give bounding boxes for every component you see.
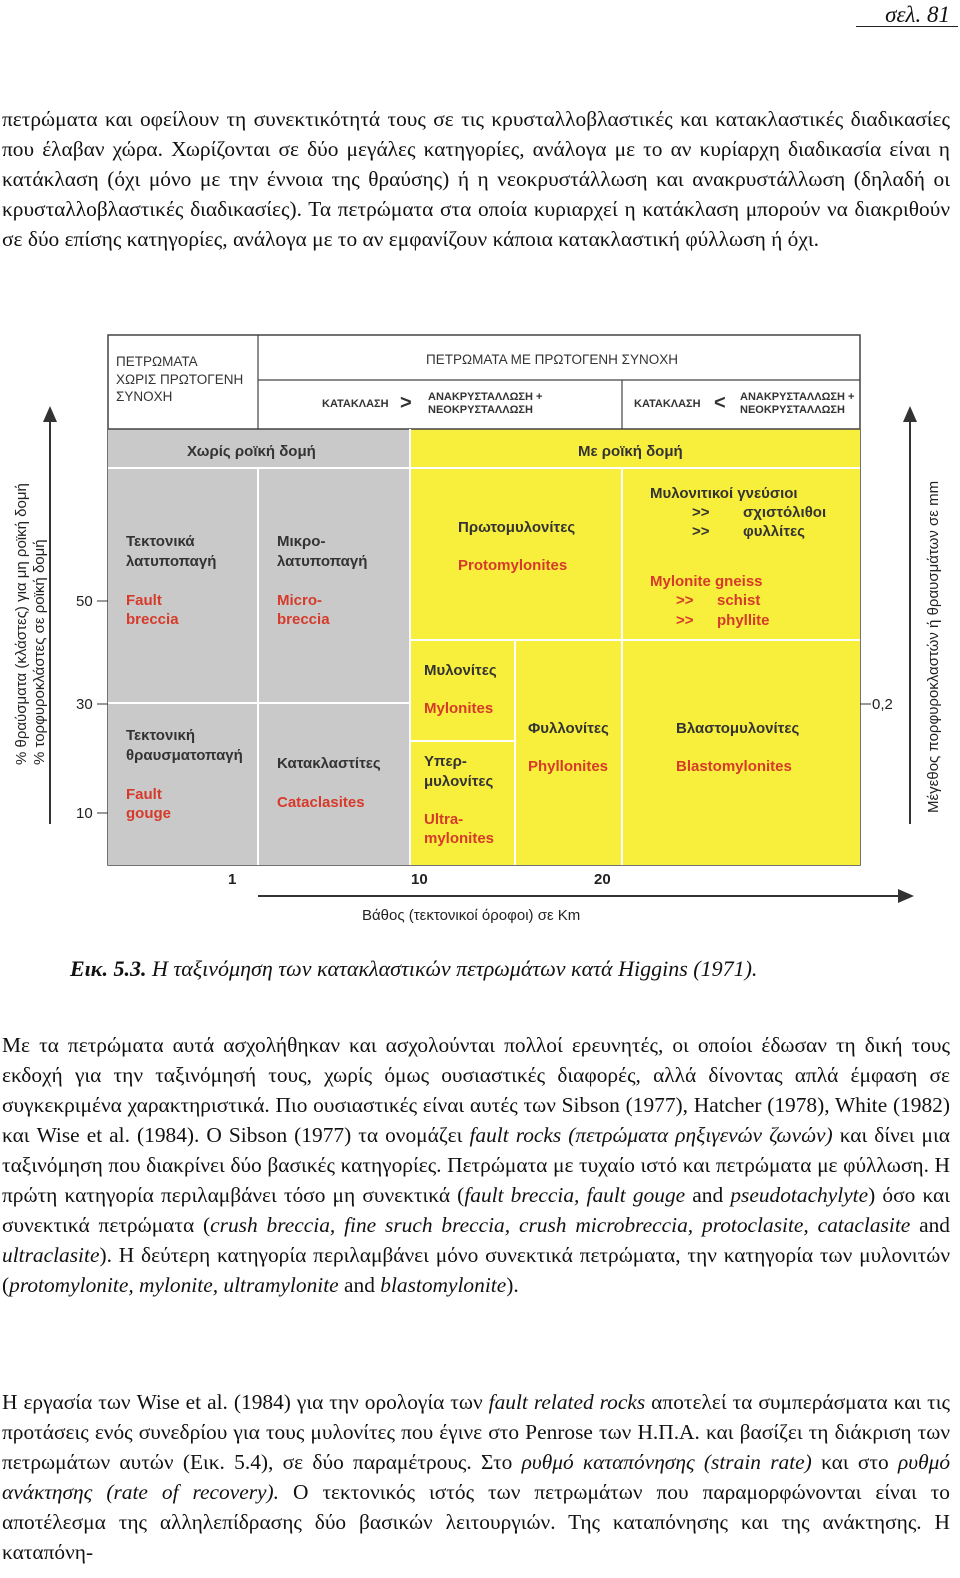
mylonites-gr: Μυλονίτες <box>424 662 497 679</box>
para2-run: Με τα πετρώματα αυτά ασχολήθηκαν και ασχολούνται πολλοί ερευνητές, οι οποίοι έδωσαν τη δική τους εκδοχή για την ταξινόμησή τους, χωρίς όμως ουσιαστικές διαφορές, αλλά δίνοντας απλά έμφαση σε συγκεκριμένα χαρακτηριστικά. Πιο ουσιαστικές είναι αυτές των Sibson (1977), Hatcher (1978), White (1982) και Wise et al. (1984). Ο Sibson (1977) τα ονομάζει <box>2 1033 950 1147</box>
para2-run: and <box>338 1273 381 1297</box>
para2-run: blastomylonite <box>380 1273 507 1297</box>
para2-run: pseudotachylyte <box>730 1183 869 1207</box>
figure-caption <box>70 956 757 982</box>
micro-breccia-en-1: Micro- <box>277 592 322 609</box>
para2-run: and <box>685 1183 731 1207</box>
cat1-right-line1: ΑΝΑΚΡΥΣΤΑΛΛΩΣΗ + <box>428 391 543 403</box>
right-tick-label: 0,2 <box>872 696 893 713</box>
fault-gouge-en-1: Fault <box>126 786 162 803</box>
header-left-line2: ΧΩΡΙΣ ΠΡΩΤΟΓΕΝΗ <box>116 372 244 387</box>
mylonite-gneiss-gr-2: σχιστόλιθοι <box>743 504 827 521</box>
para2-run: ) όσο και συνεκτικά πετρώματα ( <box>2 1183 951 1237</box>
para3-run: αποτελεί τα συμπεράσματα και τις προτάσεις ενός συνεδρίου για τους μυλονίτες που έγινε στο Penrose των Η.Π.Α. και βασίζει τη διάκριση των πετρωμάτων αυτών (Εικ. 5.4), σε δύο παραμέτρους. Στο <box>2 1390 950 1474</box>
mylonite-gneiss-gr-arrow2: >> <box>692 523 710 540</box>
micro-breccia-gr-1: Μικρο- <box>277 533 326 550</box>
mylonite-gneiss-gr-arrow1: >> <box>692 504 710 521</box>
para3-run: ρυθμό ανάκτησης (rate of recovery). <box>2 1450 951 1504</box>
left-axis-label-1: % θραύσματα (κλάστες) για μη ροϊκή δομή <box>13 483 30 765</box>
mylonites-en: Mylonites <box>424 700 494 717</box>
fault-breccia-gr-1: Τεκτονικά <box>126 533 195 550</box>
para2-run: ultraclasite <box>2 1243 100 1267</box>
para2-run: ). <box>506 1273 519 1297</box>
bottom-tick-1: 1 <box>228 871 237 888</box>
right-axis-label: Μέγεθος πορφυροκλαστών ή θραυσμάτων σε mm <box>925 480 942 813</box>
micro-breccia-en-2: breccia <box>277 611 330 628</box>
fault-gouge-gr-1: Τεκτονική <box>126 727 196 744</box>
para3-run: ρυθμό καταπόνησης (strain rate) <box>521 1450 812 1474</box>
flow-label: Με ροϊκή δομή <box>578 443 683 460</box>
paragraph-2-text <box>2 1030 950 1300</box>
paragraph-3-text <box>2 1387 950 1567</box>
para3-run: fault related rocks <box>488 1390 646 1414</box>
mylonite-gneiss-en-2: schist <box>717 592 761 609</box>
protomylonites-en: Protomylonites <box>458 557 568 574</box>
mylonite-gneiss-en-1: Mylonite gneiss <box>650 573 763 590</box>
paragraph-1 <box>2 104 950 254</box>
mylonite-gneiss-en-arrow1: >> <box>676 592 694 609</box>
cataclasites-gr: Κατακλαστίτες <box>277 755 381 772</box>
cat2-right-line2: ΝΕΟΚΡΥΣΤΑΛΛΩΣΗ <box>740 404 845 416</box>
no-flow-label: Χωρίς ροϊκή δομή <box>187 443 316 460</box>
left-tick-10: 10 <box>76 805 93 822</box>
cat2-symbol: < <box>714 392 726 414</box>
bottom-tick-10: 10 <box>411 871 428 888</box>
micro-breccia-gr-2: λατυποπαγή <box>277 553 368 570</box>
header-main: ΠΕΤΡΩΜΑΤΑ ΜΕ ΠΡΩΤΟΓΕΝΗ ΣΥΝΟΧΗ <box>426 352 678 367</box>
blastomylonites-en: Blastomylonites <box>676 758 792 775</box>
paragraph-1-text: πετρώματα και οφείλουν τη συνεκτικότητά τους σε τις κρυσταλλοβλαστικές και κατακλαστικές διαδικασίες που έλαβαν χώρα. Χωρίζονται σε δύο μεγάλες κατηγορίες, ανάλογα με το αν κυρίαρχη διαδικασία είναι η κατάκλαση (όχι μόνο με την έννοια της θραύσης) ή η νεοκρυστάλλωση και ανακρυστάλλωση (δηλαδή οι κρυσταλλοβλαστικές διαδικασίες). Τα πετρώματα στα οποία κυριαρχεί η κατάκλαση μπορούν να διακριθούν σε δύο επίσης κατηγορίες, ανάλογα με το αν εμφανίζουν κάποια κατακλαστική φύλλωση ή όχι. <box>2 107 950 251</box>
left-axis-label-2: % τορφυροκλάστες σε ροϊκή δομή <box>31 539 48 765</box>
left-axis-arrowhead <box>43 406 57 422</box>
fault-breccia-gr-2: λατυποπαγή <box>126 553 217 570</box>
paragraph-3 <box>2 1387 950 1567</box>
cat2-right-line1: ΑΝΑΚΡΥΣΤΑΛΛΩΣΗ + <box>740 391 855 403</box>
ultramylonites-en-2: mylonites <box>424 830 495 847</box>
para2-run: ). Η δεύτερη κατηγορία περιλαμβάνει μόνο συνεκτικά πετρώματα, την κατηγορία των μυλονιτών ( <box>2 1243 950 1297</box>
para3-run: Ο τεκτονικός ιστός των πετρωμάτων που παραμορφώνονται είναι το αποτέλεσμα της αλληλεπίδρασης δύο βασικών λειτουργιών. Της καταπόνησης και της ανάκτησης. Η καταπόνη- <box>2 1480 950 1564</box>
left-tick-30: 30 <box>76 696 93 713</box>
higgins-classification-diagram <box>0 318 960 938</box>
fault-gouge-gr-2: θραυσματοπαγή <box>126 747 243 764</box>
ultramylonites-en-1: Ultra- <box>424 811 464 828</box>
phyllonites-gr: Φυλλονίτες <box>528 720 609 737</box>
bottom-axis-arrowhead <box>898 889 914 903</box>
para2-run: και δίνει μια ταξινόμηση που διακρίνει δύο βασικές κατηγορίες. Πετρώματα με τυχαίο ιστό και πετρώματα με φύλλωση. Η πρώτη κατηγορία περιλαμβάνει τόσο μη συνεκτικά ( <box>2 1123 950 1207</box>
para2-run: protomylonite, mylonite, ultramylonite <box>9 1273 339 1297</box>
mylonite-gneiss-gr-3: φυλλίτες <box>743 523 805 540</box>
bottom-axis-label: Βάθος (τεκτονικοί όροφοι) σε Km <box>362 907 581 924</box>
protomylonites-gr: Πρωτομυλονίτες <box>458 519 576 536</box>
header-left-line1: ΠΕΤΡΩΜΑΤΑ <box>116 354 198 369</box>
header-left-line3: ΣΥΝΟΧΗ <box>116 389 173 404</box>
cat1-label: ΚΑΤΑΚΛΑΣΗ <box>322 398 389 410</box>
blastomylonites-gr: Βλαστομυλονίτες <box>676 720 800 737</box>
para3-run: και στο <box>811 1450 898 1474</box>
left-tick-50: 50 <box>76 593 93 610</box>
para3-run: Η εργασία των Wise et al. (1984) για την ορολογία των <box>2 1390 489 1414</box>
mylonite-gneiss-gr-1: Μυλονιτικοί γνεύσιοι <box>650 485 798 502</box>
para2-run: crush breccia, fine sruch breccia, crush microbreccia, protoclasite, cataclasite <box>210 1213 911 1237</box>
fault-gouge-en-2: gouge <box>126 805 171 822</box>
cat1-right-line2: ΝΕΟΚΡΥΣΤΑΛΛΩΣΗ <box>428 404 533 416</box>
para2-run: fault rocks (πετρώματα ρηξιγενών ζωνών) <box>469 1123 833 1147</box>
ultramylonites-gr-2: μυλονίτες <box>424 773 494 790</box>
ultramylonites-gr-1: Υπερ- <box>424 753 467 770</box>
mylonite-gneiss-en-3: phyllite <box>717 612 770 629</box>
cataclasites-en: Cataclasites <box>277 794 365 811</box>
cat2-label: ΚΑΤΑΚΛΑΣΗ <box>634 398 701 410</box>
fault-breccia-en-1: Fault <box>126 592 162 609</box>
phyllonites-en: Phyllonites <box>528 758 609 775</box>
paragraph-2 <box>2 1030 950 1300</box>
para2-run: fault breccia, fault gouge <box>464 1183 686 1207</box>
right-axis-arrowhead <box>903 406 917 422</box>
page-number: σελ. 81 <box>885 2 950 27</box>
page-number-rule <box>856 26 958 27</box>
para2-run: and <box>910 1213 951 1237</box>
cat1-symbol: > <box>400 392 412 414</box>
mylonite-gneiss-en-arrow2: >> <box>676 612 694 629</box>
caption-label: Εικ. 5.3. <box>70 956 147 981</box>
caption-text: Η ταξινόμηση των κατακλαστικών πετρωμάτων κατά Higgins (1971). <box>146 956 758 981</box>
fault-breccia-en-2: breccia <box>126 611 179 628</box>
bottom-tick-20: 20 <box>594 871 611 888</box>
